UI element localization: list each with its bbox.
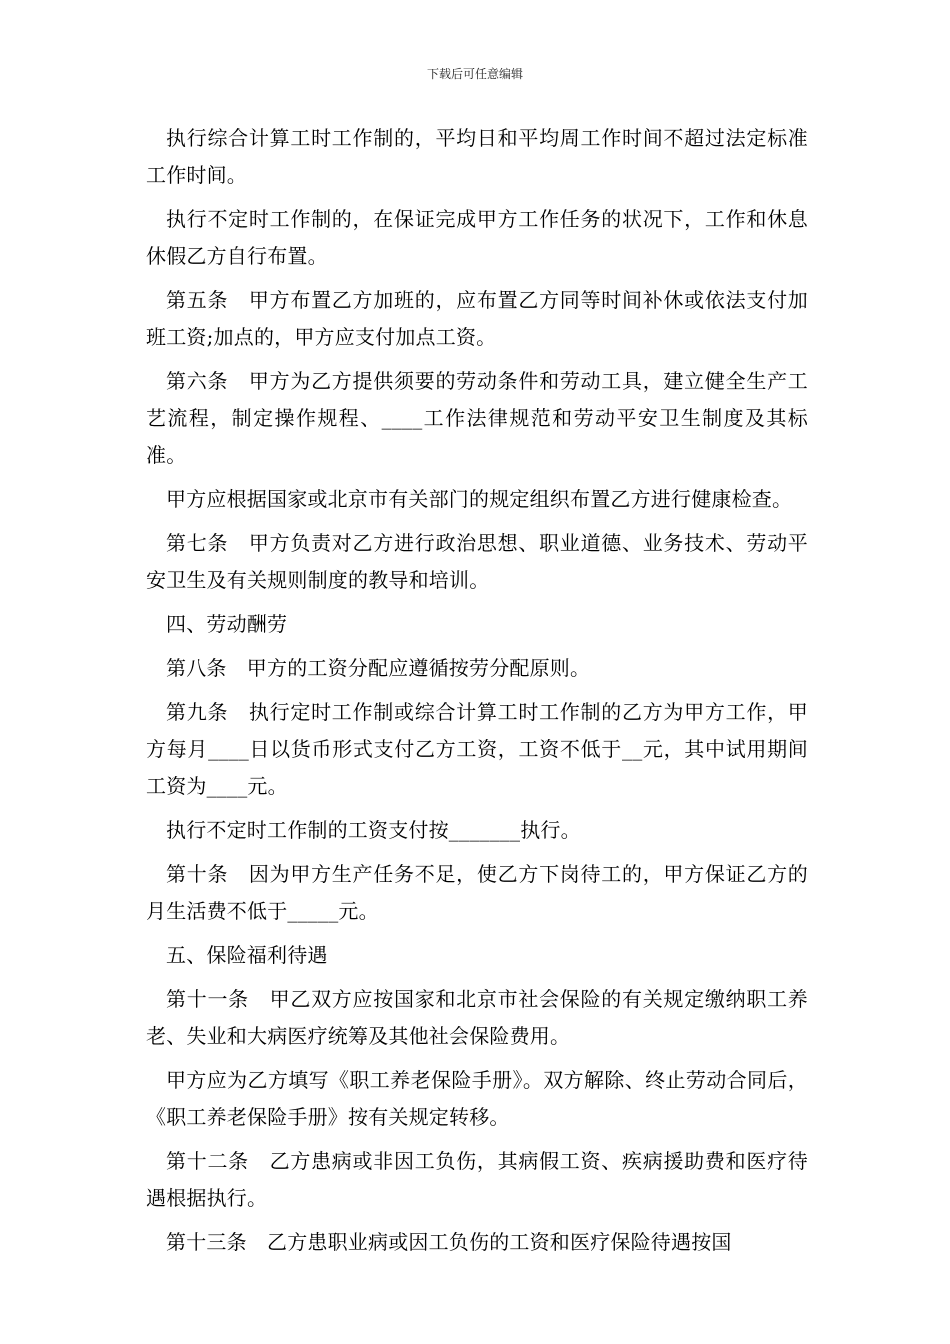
paragraph: 第十三条 乙方患职业病或因工负伤的工资和医疗保险待遇按国: [166, 1230, 732, 1254]
paragraph: 第五条 甲方布置乙方加班的，应布置乙方同等时间补休或依法支付加班工资;加点的，甲方应支付加点工资。: [146, 288, 808, 349]
paragraph: 第六条 甲方为乙方提供须要的劳动条件和劳动工具，建立健全生产工艺流程，制定操作规程、____工作法律规范和劳动平安卫生制度及其标准。: [146, 369, 808, 467]
paragraph: 第七条 甲方负责对乙方进行政治思想、职业道德、业务技术、劳动平安卫生及有关规则制度的教导和培训。: [146, 531, 808, 592]
paragraph: 第十条 因为甲方生产任务不足，使乙方下岗待工的，甲方保证乙方的月生活费不低于_____元。: [146, 862, 808, 923]
page-header: 下载后可任意编辑: [426, 67, 523, 81]
paragraph: 甲方应为乙方填写《职工养老保险手册》。双方解除、终止劳动合同后，《职工养老保险手册》按有关规定转移。: [146, 1068, 808, 1129]
document-body: [146, 120, 808, 1268]
paragraph: 第十二条 乙方患病或非因工负伤，其病假工资、疾病援助费和医疗待遇根据执行。: [146, 1149, 808, 1210]
section-heading: 五、保险福利待遇: [166, 943, 328, 967]
paragraph: 执行不定时工作制的工资支付按_______执行。: [166, 818, 581, 842]
paragraph: 执行综合计算工时工作制的，平均日和平均周工作时间不超过法定标准工作时间。: [146, 126, 808, 187]
paragraph: 甲方应根据国家或北京市有关部门的规定组织布置乙方进行健康检查。: [166, 487, 793, 511]
paragraph: 第九条 执行定时工作制或综合计算工时工作制的乙方为甲方工作，甲方每月____日以货币形式支付乙方工资，工资不低于__元，其中试用期间工资为____元。: [146, 700, 808, 798]
section-heading: 四、劳动酬劳: [166, 612, 288, 636]
paragraph: 第十一条 甲乙双方应按国家和北京市社会保险的有关规定缴纳职工养老、失业和大病医疗统筹及其他社会保险费用。: [146, 987, 808, 1048]
paragraph: 第八条 甲方的工资分配应遵循按劳分配原则。: [166, 656, 591, 680]
paragraph: 执行不定时工作制的，在保证完成甲方工作任务的状况下，工作和休息休假乙方自行布置。: [146, 207, 808, 268]
